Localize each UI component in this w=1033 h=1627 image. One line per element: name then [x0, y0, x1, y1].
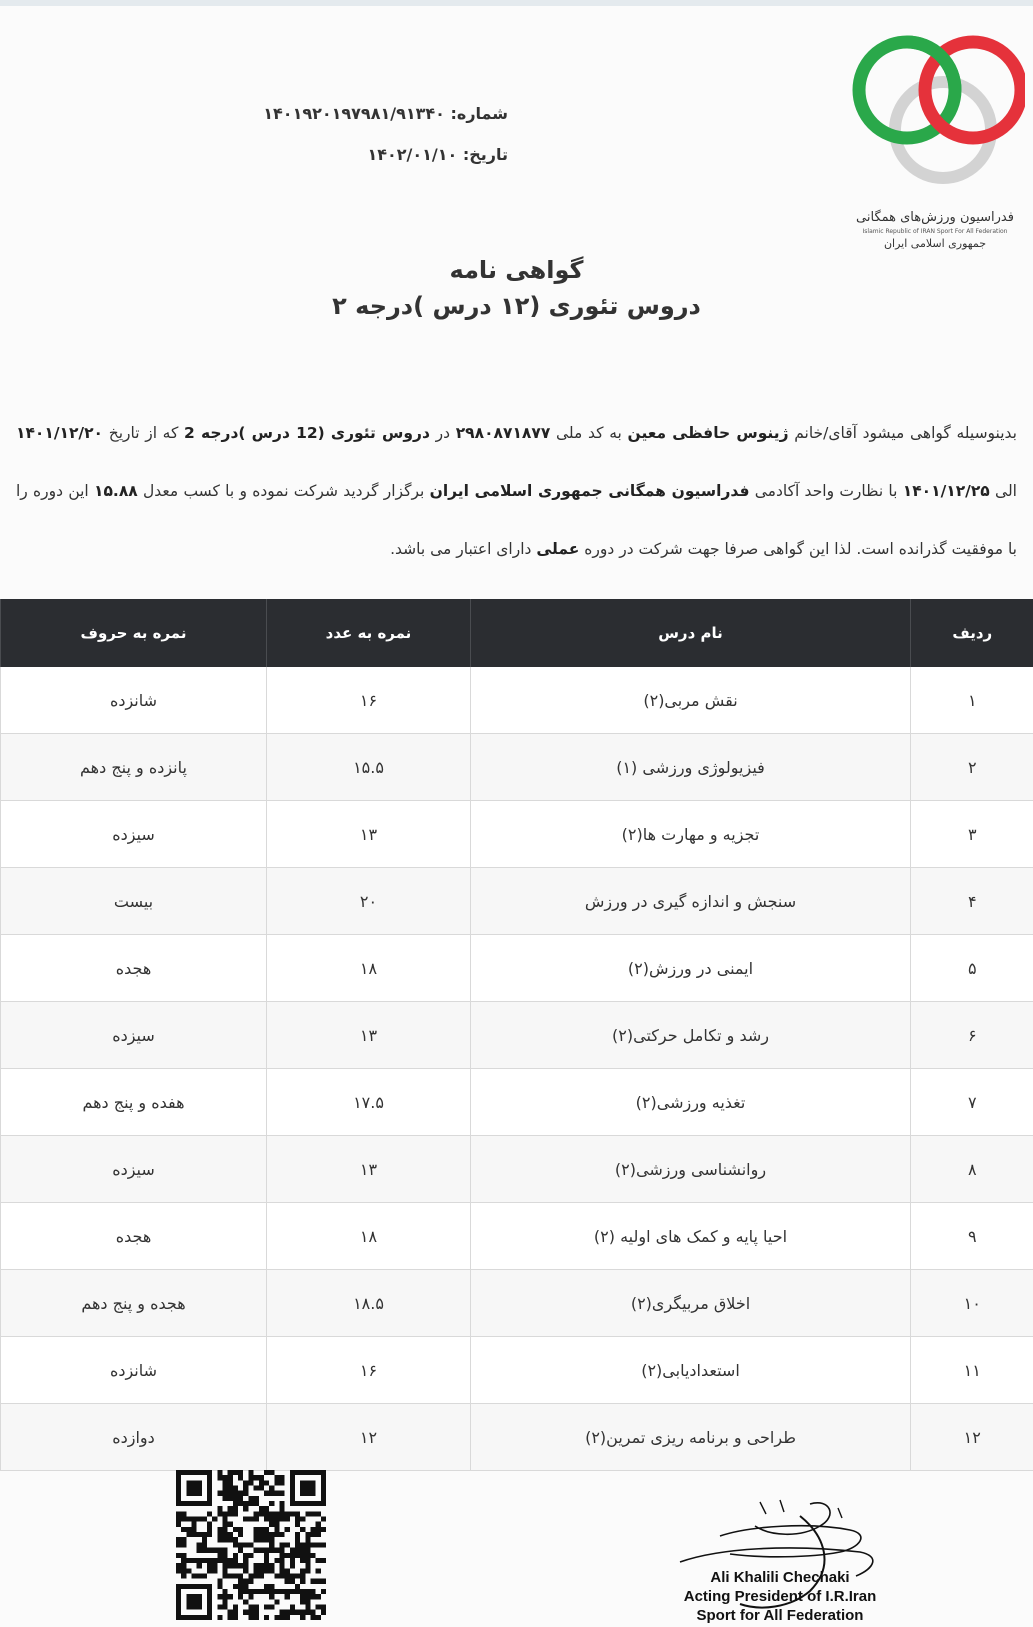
- table-row: [1, 1270, 1033, 1337]
- table-row: [1, 801, 1033, 868]
- cell-score-number: ۱۷.۵: [267, 1069, 471, 1136]
- table-row: [1, 1337, 1033, 1404]
- col-header-row-number: ردیف: [911, 599, 1033, 667]
- cell-row-number: ۸: [911, 1136, 1033, 1203]
- table-row: [1, 1002, 1033, 1069]
- cell-score-number: ۱۳: [267, 1002, 471, 1069]
- grades-table: [0, 599, 1033, 1471]
- cell-score-words: سیزده: [1, 1002, 267, 1069]
- certificate-title: [0, 256, 1033, 320]
- body-text: در: [430, 424, 456, 442]
- date-label: تاریخ:: [463, 145, 508, 164]
- practical-course: عملی: [536, 540, 579, 558]
- cell-course-name: احیا پایه و کمک های اولیه (۲): [471, 1203, 911, 1270]
- body-text: الی: [990, 482, 1017, 500]
- cell-row-number: ۶: [911, 1002, 1033, 1069]
- cell-row-number: ۱۱: [911, 1337, 1033, 1404]
- body-text: که از تاریخ: [103, 424, 184, 442]
- qr-code: [176, 1470, 326, 1620]
- date-from: ۱۴۰۱/۱۲/۲۰: [16, 424, 103, 442]
- cell-course-name: تجزیه و مهارت ها(۲): [471, 801, 911, 868]
- logo-name-fa: فدراسیون ورزش‌های همگانی: [845, 210, 1025, 225]
- table-row: [1, 1069, 1033, 1136]
- cell-score-words: هجده: [1, 1203, 267, 1270]
- reference-number: [258, 104, 508, 123]
- cell-score-number: ۱۶: [267, 667, 471, 734]
- cell-row-number: ۱۰: [911, 1270, 1033, 1337]
- cell-course-name: فیزیولوژی ورزشی (۱): [471, 734, 911, 801]
- table-row: [1, 1203, 1033, 1270]
- reference-date: [258, 145, 508, 164]
- rings-logo-icon: [845, 20, 1025, 195]
- cell-row-number: ۵: [911, 935, 1033, 1002]
- cell-course-name: ایمنی در ورزش(۲): [471, 935, 911, 1002]
- title-line-1: گواهی نامه: [0, 256, 1033, 284]
- cell-row-number: ۹: [911, 1203, 1033, 1270]
- cell-course-name: نقش مربی(۲): [471, 667, 911, 734]
- cell-score-number: ۱۸: [267, 1203, 471, 1270]
- holder-name: ژینوس حافظی معین: [628, 424, 789, 442]
- number-value: ۱۴۰۱۹۲۰۱۹۷۹۸۱/۹۱۳۴۰: [263, 104, 445, 123]
- table-row: [1, 667, 1033, 734]
- cell-score-number: ۱۶: [267, 1337, 471, 1404]
- cell-course-name: رشد و تکامل حرکتی(۲): [471, 1002, 911, 1069]
- cell-score-number: ۱۵.۵: [267, 734, 471, 801]
- federation-logo: [845, 20, 1025, 260]
- table-header-row: [1, 599, 1033, 667]
- cell-score-number: ۱۳: [267, 1136, 471, 1203]
- cell-row-number: ۴: [911, 868, 1033, 935]
- table-row: [1, 935, 1033, 1002]
- date-to: ۱۴۰۱/۱۲/۲۵: [903, 482, 990, 500]
- body-text: با نظارت واحد آکادمی: [749, 482, 902, 500]
- cell-score-words: دوازده: [1, 1404, 267, 1471]
- cell-score-words: شانزده: [1, 1337, 267, 1404]
- signatory-title-2: Sport for All Federation: [660, 1606, 900, 1625]
- table-row: [1, 734, 1033, 801]
- signatory-title-1: Acting President of I.R.Iran: [660, 1587, 900, 1606]
- signatory-block: [660, 1568, 900, 1625]
- table-row: [1, 1404, 1033, 1471]
- table-row: [1, 1136, 1033, 1203]
- cell-row-number: ۳: [911, 801, 1033, 868]
- cell-course-name: سنجش و اندازه گیری در ورزش: [471, 868, 911, 935]
- col-header-course-name: نام درس: [471, 599, 911, 667]
- cell-score-number: ۱۲: [267, 1404, 471, 1471]
- signatory-name: Ali Khalili Chechaki: [660, 1568, 900, 1587]
- average-score: ۱۵.۸۸: [94, 482, 138, 500]
- cell-score-words: هجده: [1, 935, 267, 1002]
- body-text: بدینوسیله گواهی میشود آقای/خانم: [789, 424, 1018, 442]
- qr-code-icon: [176, 1470, 326, 1620]
- body-text: به کد ملی: [550, 424, 627, 442]
- date-value: ۱۴۰۲/۰۱/۱۰: [367, 145, 457, 164]
- col-header-score-words: نمره به حروف: [1, 599, 267, 667]
- cell-score-number: ۲۰: [267, 868, 471, 935]
- cell-row-number: ۱: [911, 667, 1033, 734]
- cell-score-words: سیزده: [1, 1136, 267, 1203]
- cell-course-name: روانشناسی ورزشی(۲): [471, 1136, 911, 1203]
- body-text: این دوره را با موفقیت گذرانده است. لذا این گواهی صرفا جهت شرکت در دوره: [16, 482, 1017, 558]
- body-text: برگزار گردید شرکت نموده و با کسب معدل: [138, 482, 430, 500]
- logo-country-fa: جمهوری اسلامی ایران: [845, 237, 1025, 250]
- table-row: [1, 868, 1033, 935]
- cell-score-number: ۱۸.۵: [267, 1270, 471, 1337]
- national-code: ۲۹۸۰۸۷۱۸۷۷: [456, 424, 551, 442]
- cell-course-name: اخلاق مربیگری(۲): [471, 1270, 911, 1337]
- logo-name-en: Islamic Republic of IRAN Sport For All Federation: [845, 228, 1025, 235]
- cell-score-words: هجده و پنج دهم: [1, 1270, 267, 1337]
- body-text: دارای اعتبار می باشد.: [390, 540, 536, 558]
- cell-score-words: بیست: [1, 868, 267, 935]
- cell-row-number: ۷: [911, 1069, 1033, 1136]
- cell-row-number: ۱۲: [911, 1404, 1033, 1471]
- cell-row-number: ۲: [911, 734, 1033, 801]
- col-header-score-number: نمره به عدد: [267, 599, 471, 667]
- cell-course-name: تغذیه ورزشی(۲): [471, 1069, 911, 1136]
- organization-name: فدراسیون همگانی جمهوری اسلامی ایران: [430, 482, 750, 500]
- cell-score-number: ۱۸: [267, 935, 471, 1002]
- course-name: دروس تئوری (12 درس )درجه 2: [184, 424, 430, 442]
- cell-score-words: سیزده: [1, 801, 267, 868]
- cell-score-number: ۱۳: [267, 801, 471, 868]
- cell-course-name: طراحی و برنامه ریزی تمرین(۲): [471, 1404, 911, 1471]
- number-label: شماره:: [450, 104, 508, 123]
- cell-score-words: پانزده و پنج دهم: [1, 734, 267, 801]
- certificate-body: [16, 404, 1017, 578]
- cell-course-name: استعدادیابی(۲): [471, 1337, 911, 1404]
- cell-score-words: شانزده: [1, 667, 267, 734]
- cell-score-words: هفده و پنج دهم: [1, 1069, 267, 1136]
- title-line-2: دروس تئوری (۱۲ درس )درجه ۲: [0, 292, 1033, 320]
